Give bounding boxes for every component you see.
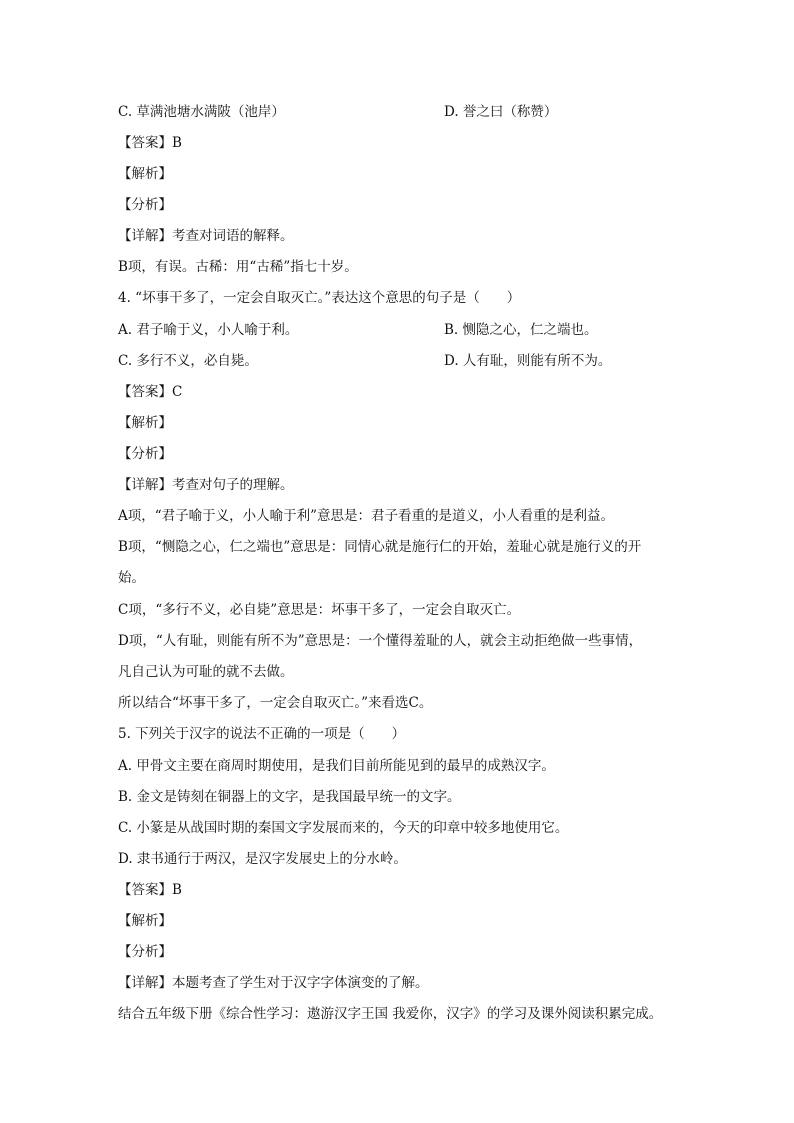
- q3-detail: B项，有误。古稀：用“古稀”指七十岁。: [118, 259, 358, 275]
- q3-xiangjie: 【详解】考查对词语的解释。: [118, 228, 294, 244]
- q5-answer: 【答案】B: [118, 882, 182, 898]
- q4-line-c: C项，“多行不义，必自毙”意思是：坏事干多了，一定会自取灭亡。: [118, 602, 521, 618]
- q5-jiexi: 【解析】: [118, 913, 172, 929]
- q4-option-c: C. 多行不义，必自毙。: [118, 353, 258, 369]
- q4-line-b1: B项，“恻隐之心，仁之端也”意思是：同情心就是施行仁的开始，羞耻心就是施行义的开: [118, 539, 642, 555]
- q3-answer: 【答案】B: [118, 135, 182, 151]
- q4-xiangjie: 【详解】考查对句子的理解。: [118, 477, 294, 493]
- q3-fenxi: 【分析】: [118, 197, 172, 213]
- q4-answer: 【答案】C: [118, 384, 183, 400]
- q4-jiexi: 【解析】: [118, 415, 172, 431]
- q3-option-c: C. 草满池塘水满陂（池岸）: [118, 104, 285, 120]
- q4-line-d2: 凡自己认为可耻的就不去做。: [118, 664, 294, 680]
- q5-fenxi: 【分析】: [118, 944, 172, 960]
- q4-fenxi: 【分析】: [118, 446, 172, 462]
- q5-conclusion: 结合五年级下册《综合性学习：遨游汉字王国 我爱你，汉字》的学习及课外阅读积累完成。: [118, 1006, 663, 1022]
- q4-stem: 4. “坏事干多了，一定会自取灭亡。”表达这个意思的句子是（ ）: [118, 290, 521, 306]
- q5-option-d: D. 隶书通行于两汉，是汉字发展史上的分水岭。: [118, 851, 407, 867]
- q5-option-b: B. 金文是铸刻在铜器上的文字，是我国最早统一的文字。: [118, 789, 461, 805]
- q4-option-d: D. 人有耻，则能有所不为。: [444, 353, 612, 369]
- q5-stem: 5. 下列关于汉字的说法不正确的一项是（ ）: [118, 726, 406, 742]
- q4-option-a: A. 君子喻于义，小人喻于利。: [118, 322, 299, 338]
- q4-line-d1: D项，“人有耻，则能有所不为”意思是：一个懂得羞耻的人，就会主动拒绝做一些事情，: [118, 633, 643, 649]
- q4-option-b: B. 恻隐之心，仁之端也。: [444, 322, 598, 338]
- q5-xiangjie: 【详解】本题考查了学生对于汉字字体演变的了解。: [118, 975, 429, 991]
- q3-option-d: D. 誉之曰（称赞）: [444, 104, 558, 120]
- q4-conclusion: 所以结合“坏事干多了，一定会自取灭亡。”来看选C。: [118, 695, 433, 711]
- q5-option-c: C. 小篆是从战国时期的秦国文字发展而来的，今天的印章中较多地使用它。: [118, 820, 569, 836]
- q4-line-a: A项，“君子喻于义，小人喻于利”意思是：君子看重的是道义，小人看重的是利益。: [118, 508, 615, 524]
- q5-option-a: A. 甲骨文主要在商周时期使用，是我们目前所能见到的最早的成熟汉字。: [118, 758, 555, 774]
- q3-jiexi: 【解析】: [118, 166, 172, 182]
- q4-line-b2: 始。: [118, 570, 145, 586]
